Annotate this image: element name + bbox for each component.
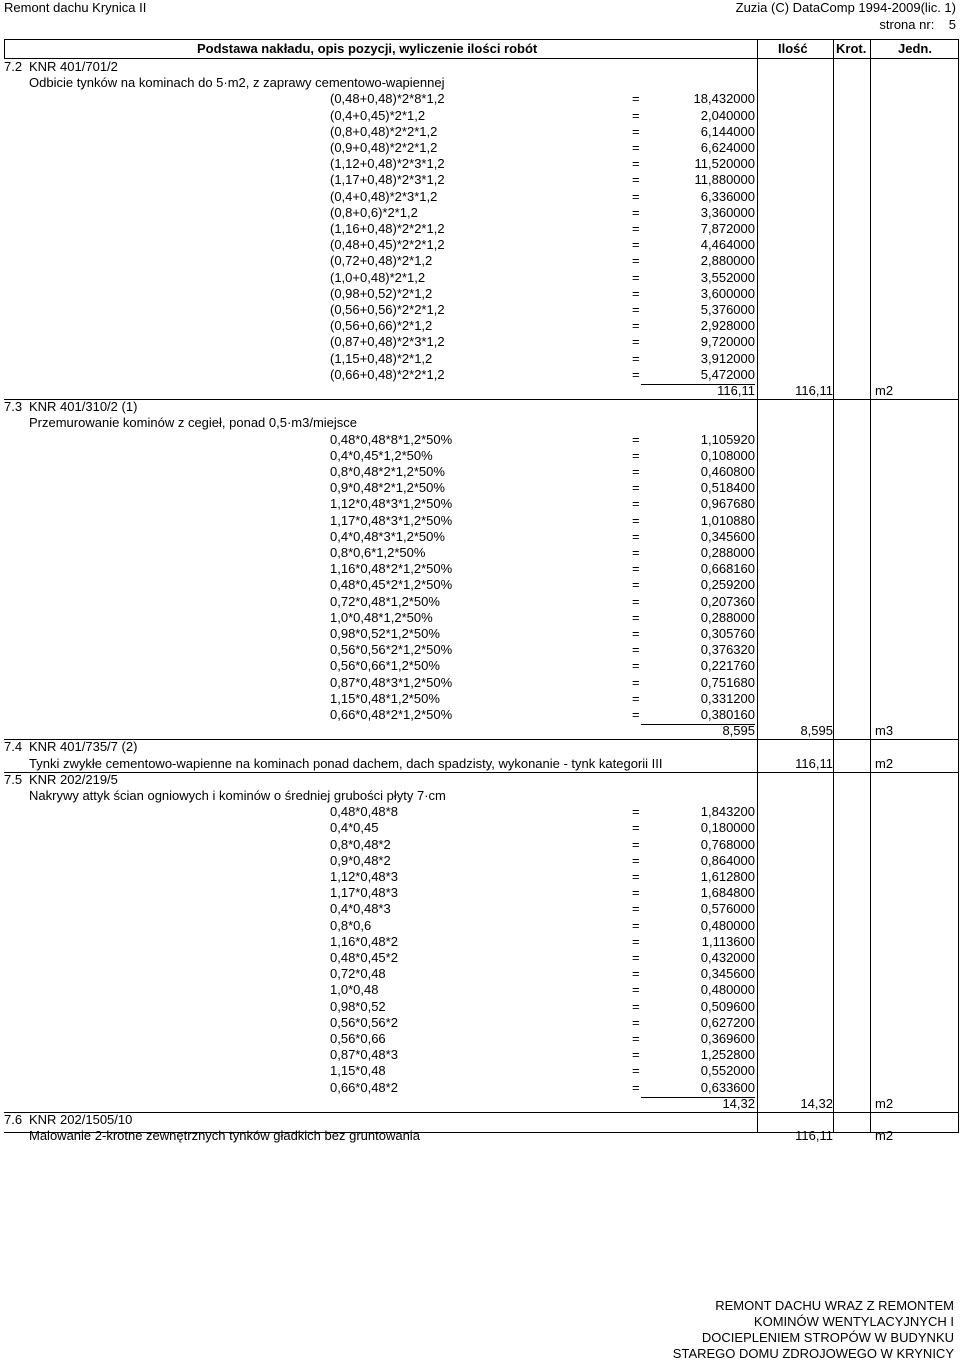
calc-line xyxy=(0,286,960,302)
calc-result: 0,518400 xyxy=(700,480,755,496)
calc-equals: = xyxy=(632,869,640,884)
calc-line xyxy=(0,691,960,707)
calc-line xyxy=(0,658,960,674)
table-left-border xyxy=(4,39,5,59)
table-row xyxy=(0,59,960,75)
calc-result: 0,480000 xyxy=(700,917,755,933)
calc-result: 0,627200 xyxy=(700,1014,755,1030)
calc-result: 3,912000 xyxy=(700,350,755,366)
calc-equals: = xyxy=(632,577,640,593)
calc-equals: = xyxy=(632,318,640,334)
calc-line xyxy=(0,901,960,917)
calc-equals: = xyxy=(632,253,640,269)
calc-line xyxy=(0,91,960,107)
calc-equals: = xyxy=(632,447,640,463)
item-description: Odbicie tynków na kominach do 5·m2, z zaprawy cementowo-wapiennej xyxy=(29,75,445,91)
calc-expression: (1,16+0,48)*2*2*1,2 xyxy=(330,221,445,236)
calc-expression: 0,87*0,48*3 xyxy=(330,1047,398,1063)
table-top-border xyxy=(4,39,958,40)
calc-expression: (1,12+0,48)*2*3*1,2 xyxy=(330,156,445,172)
calc-result: 0,509600 xyxy=(700,998,755,1014)
calc-result: 1,010880 xyxy=(700,512,755,528)
calc-result: 1,105920 xyxy=(700,431,755,447)
calc-line xyxy=(0,1080,960,1096)
calc-expression: 0,4*0,48*3 xyxy=(330,901,391,917)
item-quantity: 14,32 xyxy=(800,1095,833,1111)
calc-line xyxy=(0,853,960,869)
table-row xyxy=(0,772,960,788)
calc-expression: 0,8*0,6*1,2*50% xyxy=(330,545,426,560)
calc-expression: 0,48*0,48*8*1,2*50% xyxy=(330,431,453,447)
calc-result: 0,967680 xyxy=(700,496,755,512)
calc-result: 0,668160 xyxy=(700,561,755,577)
calc-line xyxy=(0,237,960,253)
item-description: Przemurowanie kominów z cegieł, ponad 0,5·m3/miejsce xyxy=(29,415,358,431)
calc-line xyxy=(0,172,960,188)
calc-equals: = xyxy=(632,366,640,382)
calc-expression: 0,56*0,66*1,2*50% xyxy=(330,658,440,674)
table-row xyxy=(0,75,960,91)
calc-result: 1,252800 xyxy=(700,1047,755,1063)
calc-result: 1,843200 xyxy=(700,804,755,820)
calc-expression: (0,8+0,6)*2*1,2 xyxy=(330,204,418,220)
calc-equals: = xyxy=(632,204,640,220)
item-unit: m3 xyxy=(875,723,894,739)
calc-equals: = xyxy=(632,464,640,479)
calc-line xyxy=(0,1031,960,1047)
calc-equals: = xyxy=(632,982,640,998)
calc-expression: (0,56+0,56)*2*2*1,2 xyxy=(330,302,445,317)
calc-result: 0,259200 xyxy=(700,577,755,593)
calc-line xyxy=(0,270,960,286)
calc-line xyxy=(0,253,960,269)
item-code: KNR 401/310/2 (1) xyxy=(29,399,138,415)
calc-line xyxy=(0,642,960,658)
item-unit: m2 xyxy=(875,383,894,398)
calc-equals: = xyxy=(632,658,640,674)
calc-expression: 1,17*0,48*3*1,2*50% xyxy=(330,512,453,528)
calc-result: 0,376320 xyxy=(700,642,755,658)
table-row xyxy=(0,399,960,415)
item-number: 7.3 xyxy=(4,399,23,415)
item-quantity: 8,595 xyxy=(800,723,833,739)
table-row xyxy=(0,756,960,772)
calc-expression: 0,9*0,48*2 xyxy=(330,852,391,868)
calc-result: 0,108000 xyxy=(700,447,755,463)
calc-expression: 0,72*0,48 xyxy=(330,966,386,982)
calc-result: 4,464000 xyxy=(700,237,755,253)
calc-equals: = xyxy=(632,1031,640,1046)
item-code: KNR 202/1505/10 xyxy=(29,1112,133,1127)
footer-line: STAREGO DOMU ZDROJOWEGO W KRYNICY xyxy=(672,1346,954,1361)
calc-equals: = xyxy=(632,528,640,544)
calc-equals: = xyxy=(632,1047,640,1063)
calc-equals: = xyxy=(632,91,640,107)
calc-equals: = xyxy=(632,885,640,901)
calc-equals: = xyxy=(632,561,640,577)
calc-equals: = xyxy=(632,820,640,836)
calc-equals: = xyxy=(632,690,640,706)
calc-expression: 0,56*0,56*2*1,2*50% xyxy=(330,642,453,658)
calc-expression: 0,48*0,45*2 xyxy=(330,950,398,965)
calc-expression: (1,15+0,48)*2*1,2 xyxy=(330,350,433,366)
calc-expression: 1,12*0,48*3*1,2*50% xyxy=(330,496,453,512)
calc-result: 0,576000 xyxy=(700,901,755,917)
calc-line xyxy=(0,918,960,934)
calc-line xyxy=(0,464,960,480)
calc-expression: 0,4*0,45*1,2*50% xyxy=(330,447,433,463)
calc-equals: = xyxy=(632,496,640,512)
calc-equals: = xyxy=(632,950,640,965)
item-description: Nakrywy attyk ścian ogniowych i kominów o średniej grubości płyty 7·cm xyxy=(29,788,446,803)
calc-result: 0,288000 xyxy=(700,609,755,625)
calc-line xyxy=(0,966,960,982)
calc-line xyxy=(0,496,960,512)
calc-equals: = xyxy=(632,998,640,1014)
calc-expression: 0,48*0,45*2*1,2*50% xyxy=(330,577,453,593)
calc-line xyxy=(0,351,960,367)
calc-line xyxy=(0,205,960,221)
calc-line xyxy=(0,140,960,156)
calc-line xyxy=(0,334,960,350)
calc-result: 5,472000 xyxy=(700,366,755,382)
calc-result: 6,144000 xyxy=(700,123,755,139)
calc-equals: = xyxy=(632,1063,640,1079)
page-number xyxy=(879,17,956,33)
calc-result: 11,520000 xyxy=(694,156,755,172)
footer-project-title xyxy=(673,1298,954,1362)
calc-result: 6,624000 xyxy=(700,140,755,155)
item-code: KNR 202/219/5 xyxy=(29,771,118,787)
calc-line xyxy=(0,1047,960,1063)
calc-result: 0,345600 xyxy=(700,528,755,544)
calc-result: 0,480000 xyxy=(700,982,755,998)
footer-line: KOMINÓW WENTYLACYJNYCH I xyxy=(753,1314,954,1329)
calc-equals: = xyxy=(632,172,640,188)
calc-line xyxy=(0,869,960,885)
calc-equals: = xyxy=(632,221,640,236)
calc-equals: = xyxy=(632,1079,640,1095)
calc-line xyxy=(0,594,960,610)
column-description: Podstawa nakładu, opis pozycji, wyliczenie ilości robót xyxy=(197,41,538,56)
calc-result: 0,180000 xyxy=(700,820,755,836)
calc-line xyxy=(0,189,960,205)
calc-expression: (0,48+0,45)*2*2*1,2 xyxy=(330,237,445,253)
calc-expression: (1,0+0,48)*2*1,2 xyxy=(330,269,426,285)
column-krot: Krot. xyxy=(836,41,867,56)
page-number-value: 5 xyxy=(948,17,956,32)
calc-line xyxy=(0,124,960,140)
item-code: KNR 401/701/2 xyxy=(29,59,118,74)
item-number: 7.2 xyxy=(4,59,23,74)
calc-result: 0,633600 xyxy=(700,1079,755,1095)
calc-expression: 1,16*0,48*2 xyxy=(330,933,398,949)
calc-equals: = xyxy=(632,966,640,982)
item-number: 7.6 xyxy=(4,1112,23,1127)
item-description: Tynki zwykłe cementowo-wapienne na kominach ponad dachem, dach spadzisty, wykonanie - tynk kategorii III xyxy=(29,755,663,771)
calc-result: 0,460800 xyxy=(700,464,755,479)
calc-expression: 0,8*0,48*2 xyxy=(330,836,391,852)
calc-result: 3,360000 xyxy=(700,204,755,220)
calc-expression: 0,87*0,48*3*1,2*50% xyxy=(330,674,453,690)
calc-equals: = xyxy=(632,642,640,658)
calc-equals: = xyxy=(632,285,640,301)
item-sum: 116,11 xyxy=(717,383,755,398)
calc-equals: = xyxy=(632,674,640,690)
sum-row xyxy=(0,383,960,399)
item-description: Malowanie 2-krotne zewnętrznych tynków gładkich bez gruntowania xyxy=(29,1128,420,1144)
calc-result: 0,864000 xyxy=(700,852,755,868)
table-row xyxy=(0,788,960,804)
item-number: 7.5 xyxy=(4,771,23,787)
calc-expression: 0,66*0,48*2 xyxy=(330,1079,398,1095)
calc-line xyxy=(0,480,960,496)
calc-line xyxy=(0,885,960,901)
calc-expression: 0,56*0,66 xyxy=(330,1031,386,1046)
calc-equals: = xyxy=(632,334,640,350)
calc-expression: 1,12*0,48*3 xyxy=(330,869,398,884)
calc-equals: = xyxy=(632,123,640,139)
column-quantity: Ilość xyxy=(778,41,808,56)
calc-expression: 1,15*0,48 xyxy=(330,1063,386,1079)
table-row xyxy=(0,415,960,431)
calc-equals: = xyxy=(632,917,640,933)
calc-result: 18,432000 xyxy=(693,91,755,107)
calc-result: 11,880000 xyxy=(694,172,755,188)
calc-line xyxy=(0,156,960,172)
item-quantity: 116,11 xyxy=(795,755,833,771)
software-credit: Zuzia (C) DataComp 1994-2009(lic. 1) xyxy=(735,0,956,15)
item-quantity: 116,11 xyxy=(795,383,833,398)
item-code: KNR 401/735/7 (2) xyxy=(29,739,138,755)
calc-line xyxy=(0,934,960,950)
calc-result: 2,928000 xyxy=(700,318,755,334)
calc-equals: = xyxy=(632,302,640,317)
calc-expression: (0,66+0,48)*2*2*1,2 xyxy=(330,366,445,382)
calc-equals: = xyxy=(632,609,640,625)
calc-result: 0,768000 xyxy=(700,836,755,852)
calc-line xyxy=(0,950,960,966)
calc-equals: = xyxy=(632,836,640,852)
calc-result: 0,380160 xyxy=(700,707,755,722)
calc-equals: = xyxy=(632,593,640,609)
calc-equals: = xyxy=(632,237,640,253)
calc-expression: (0,4+0,45)*2*1,2 xyxy=(330,107,426,123)
calc-line xyxy=(0,804,960,820)
calc-expression: 0,48*0,48*8 xyxy=(330,804,398,820)
item-sum: 14,32 xyxy=(722,1095,755,1111)
calc-expression: (0,8+0,48)*2*2*1,2 xyxy=(330,123,438,139)
table-row xyxy=(0,739,960,755)
calc-line xyxy=(0,820,960,836)
calc-result: 0,369600 xyxy=(700,1031,755,1046)
calc-expression: 1,17*0,48*3 xyxy=(330,885,398,901)
calc-line xyxy=(0,999,960,1015)
calc-result: 2,880000 xyxy=(700,253,755,269)
calc-expression: 0,98*0,52*1,2*50% xyxy=(330,626,440,641)
calc-equals: = xyxy=(632,804,640,820)
calc-expression: (0,56+0,66)*2*1,2 xyxy=(330,318,433,334)
sum-row xyxy=(0,723,960,739)
calc-equals: = xyxy=(632,933,640,949)
calc-expression: 1,16*0,48*2*1,2*50% xyxy=(330,561,453,577)
footer-line: DOCIEPLENIEM STROPÓW W BUDYNKU xyxy=(701,1330,954,1345)
calc-expression: 0,9*0,48*2*1,2*50% xyxy=(330,480,445,496)
sum-row xyxy=(0,1096,960,1112)
calc-result: 0,207360 xyxy=(700,593,755,609)
calc-result: 1,684800 xyxy=(700,885,755,901)
calc-expression: (0,72+0,48)*2*1,2 xyxy=(330,253,433,269)
document-title: Remont dachu Krynica II xyxy=(4,0,147,15)
calc-line xyxy=(0,529,960,545)
calc-result: 2,040000 xyxy=(700,107,755,123)
calc-expression: 0,66*0,48*2*1,2*50% xyxy=(330,707,453,722)
calc-equals: = xyxy=(632,512,640,528)
calc-result: 1,612800 xyxy=(700,869,755,884)
calc-line xyxy=(0,675,960,691)
calc-line xyxy=(0,448,960,464)
calc-equals: = xyxy=(632,852,640,868)
calc-result: 6,336000 xyxy=(700,188,755,204)
calc-result: 0,751680 xyxy=(700,674,755,690)
calc-expression: 1,15*0,48*1,2*50% xyxy=(330,690,440,706)
item-unit: m2 xyxy=(875,1095,894,1111)
calc-equals: = xyxy=(632,350,640,366)
calc-line xyxy=(0,610,960,626)
calc-line xyxy=(0,221,960,237)
calc-result: 0,331200 xyxy=(700,690,755,706)
calc-expression: 0,4*0,45 xyxy=(330,820,379,836)
calc-result: 9,720000 xyxy=(700,334,755,350)
calc-expression: (0,9+0,48)*2*2*1,2 xyxy=(330,140,438,155)
item-sum: 8,595 xyxy=(722,723,755,739)
calc-equals: = xyxy=(632,140,640,155)
item-unit: m2 xyxy=(875,755,894,771)
calc-line xyxy=(0,367,960,383)
calc-expression: 0,8*0,48*2*1,2*50% xyxy=(330,464,445,479)
calc-result: 5,376000 xyxy=(700,302,755,317)
calc-equals: = xyxy=(632,107,640,123)
calc-result: 0,345600 xyxy=(700,966,755,982)
calc-line xyxy=(0,545,960,561)
calc-equals: = xyxy=(632,901,640,917)
calc-line xyxy=(0,561,960,577)
calc-expression: 0,98*0,52 xyxy=(330,998,386,1014)
calc-line xyxy=(0,837,960,853)
calc-line xyxy=(0,577,960,593)
column-unit: Jedn. xyxy=(898,41,932,56)
calc-expression: 1,0*0,48 xyxy=(330,982,379,998)
calc-line xyxy=(0,513,960,529)
calc-equals: = xyxy=(632,626,640,641)
calc-line xyxy=(0,707,960,723)
calc-expression: (0,4+0,48)*2*3*1,2 xyxy=(330,188,438,204)
calc-line xyxy=(0,108,960,124)
calc-expression: (0,87+0,48)*2*3*1,2 xyxy=(330,334,445,350)
calc-equals: = xyxy=(632,188,640,204)
calc-result: 3,600000 xyxy=(700,285,755,301)
item-unit: m2 xyxy=(875,1128,894,1144)
calc-expression: 0,72*0,48*1,2*50% xyxy=(330,593,440,609)
calc-expression: 0,4*0,48*3*1,2*50% xyxy=(330,528,445,544)
calc-expression: 1,0*0,48*1,2*50% xyxy=(330,609,433,625)
calc-line xyxy=(0,1063,960,1079)
page-label: strona nr: xyxy=(879,17,935,32)
calc-line xyxy=(0,626,960,642)
calc-expression: (0,98+0,52)*2*1,2 xyxy=(330,285,433,301)
calc-equals: = xyxy=(632,156,640,172)
calc-line xyxy=(0,982,960,998)
calc-expression: 0,8*0,6 xyxy=(330,917,372,933)
calc-result: 7,872000 xyxy=(700,221,755,236)
calc-line xyxy=(0,318,960,334)
calc-result: 0,432000 xyxy=(700,950,755,965)
calc-result: 3,552000 xyxy=(700,269,755,285)
calc-equals: = xyxy=(632,707,640,722)
calc-result: 0,552000 xyxy=(700,1063,755,1079)
calc-line xyxy=(0,1015,960,1031)
calc-line xyxy=(0,432,960,448)
footer-line: REMONT DACHU WRAZ Z REMONTEM xyxy=(715,1298,954,1313)
calc-equals: = xyxy=(632,480,640,496)
calc-equals: = xyxy=(632,545,640,560)
calc-line xyxy=(0,302,960,318)
calc-equals: = xyxy=(632,431,640,447)
item-quantity: 116,11 xyxy=(795,1128,833,1144)
calc-result: 0,288000 xyxy=(700,545,755,560)
calc-result: 0,305760 xyxy=(700,626,755,641)
calc-result: 1,113600 xyxy=(701,933,755,949)
item-number: 7.4 xyxy=(4,739,23,755)
table-row xyxy=(0,1128,960,1144)
calc-expression: (0,48+0,48)*2*8*1,2 xyxy=(330,91,445,107)
calc-result: 0,221760 xyxy=(700,658,755,674)
calc-equals: = xyxy=(632,269,640,285)
calc-expression: (1,17+0,48)*2*3*1,2 xyxy=(330,172,445,188)
calc-expression: 0,56*0,56*2 xyxy=(330,1014,398,1030)
table-row xyxy=(0,1112,960,1128)
calc-equals: = xyxy=(632,1014,640,1030)
